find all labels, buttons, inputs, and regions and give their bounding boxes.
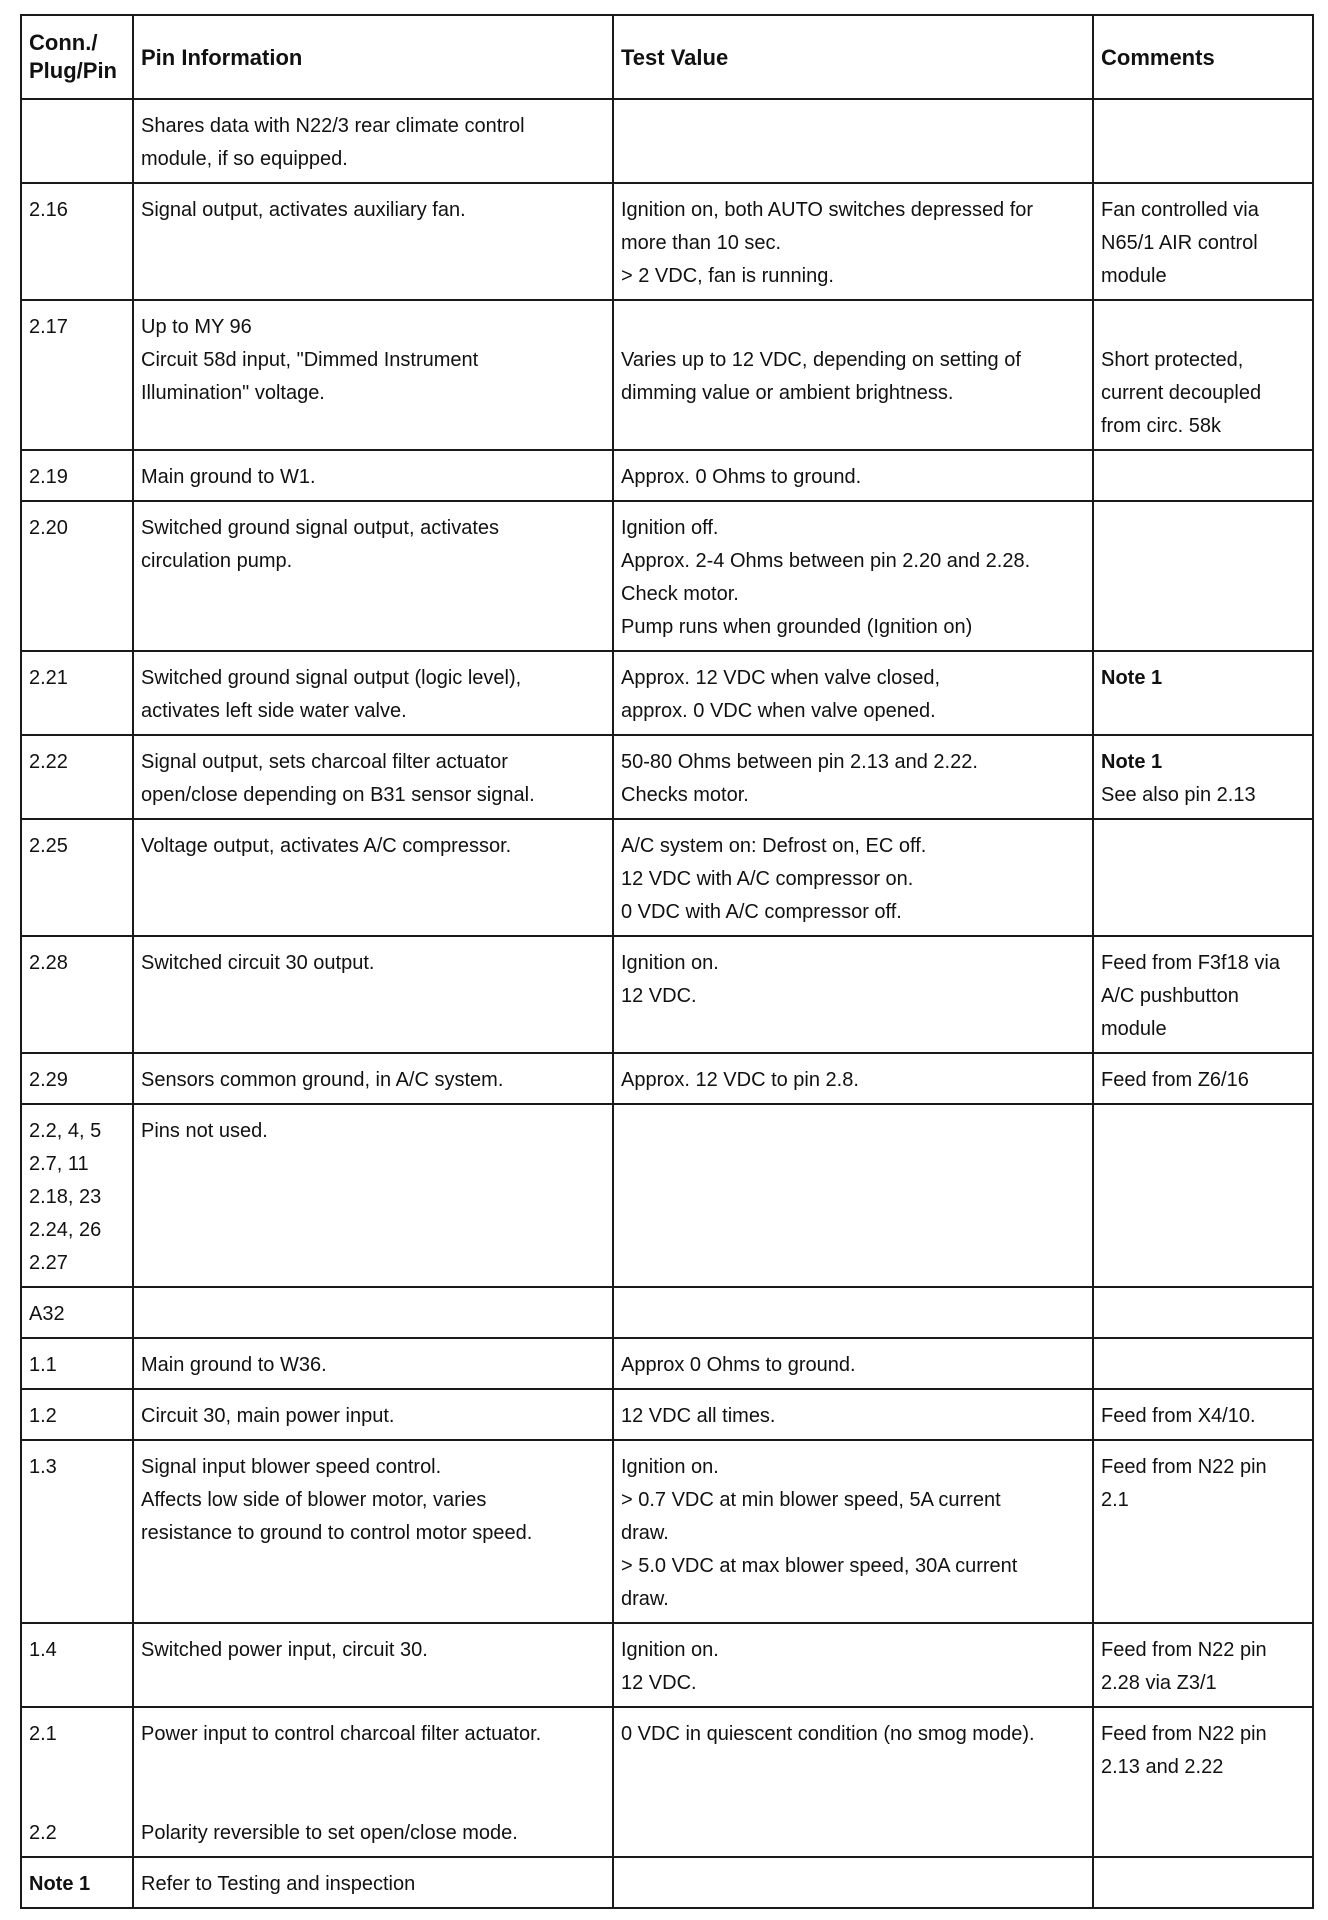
pin-info-cell-line: Circuit 30, main power input.	[141, 1405, 395, 1427]
pin-info-cell	[133, 819, 613, 936]
pin-info-cell-line: Polarity reversible to set open/close mode.	[141, 1822, 518, 1844]
pin-info-cell	[133, 1338, 613, 1389]
test-value-cell-line: Varies up to 12 VDC, depending on setting of	[621, 349, 1021, 371]
comments-cell	[1093, 735, 1313, 819]
pin-info-cell-line: Shares data with N22/3 rear climate control	[141, 115, 525, 137]
pin-info-cell	[133, 1707, 613, 1857]
pin-cell	[21, 1857, 133, 1908]
test-value-cell-line: Ignition on.	[621, 1639, 719, 1661]
pin-info-cell	[133, 1857, 613, 1908]
comments-cell-line: Note 1	[1101, 667, 1163, 689]
comments-cell	[1093, 300, 1313, 450]
comments-cell	[1093, 1338, 1313, 1389]
pin-cell	[21, 1053, 133, 1104]
comments-cell	[1093, 1053, 1313, 1104]
test-value-cell-line: Approx. 0 Ohms to ground.	[621, 466, 862, 488]
comments-cell	[1093, 501, 1313, 651]
test-value-cell-line: 50-80 Ohms between pin 2.13 and 2.22.	[621, 751, 978, 773]
pin-cell	[21, 1389, 133, 1440]
table-row	[21, 1104, 1313, 1287]
comments-cell-line: Feed from Z6/16	[1101, 1069, 1249, 1091]
test-value-cell-line: approx. 0 VDC when valve opened.	[621, 700, 936, 722]
test-value-cell	[613, 1104, 1093, 1287]
table-row	[21, 501, 1313, 651]
table-row	[21, 651, 1313, 735]
pin-cell-line: 2.2	[29, 1822, 57, 1844]
test-value-cell	[613, 1389, 1093, 1440]
pin-cell-line: 2.7, 11	[29, 1153, 89, 1175]
pin-info-cell-line: Signal input blower speed control.	[141, 1456, 442, 1478]
table-row	[21, 183, 1313, 300]
pin-cell-line: 2.22	[29, 751, 68, 773]
pin-info-cell-line: resistance to ground to control motor speed.	[141, 1522, 533, 1544]
pin-cell	[21, 1287, 133, 1338]
pin-cell-line: Note 1	[29, 1873, 91, 1895]
pin-cell	[21, 819, 133, 936]
test-value-cell	[613, 183, 1093, 300]
comments-cell	[1093, 651, 1313, 735]
comments-cell-line: current decoupled	[1101, 382, 1262, 404]
pin-information-table	[20, 14, 1314, 1909]
test-value-cell	[613, 1287, 1093, 1338]
test-value-cell-line: 0 VDC in quiescent condition (no smog mode).	[621, 1723, 1035, 1745]
comments-cell-line: See also pin 2.13	[1101, 784, 1256, 806]
test-value-cell-line: 12 VDC.	[621, 985, 697, 1007]
pin-info-cell	[133, 1053, 613, 1104]
test-value-cell	[613, 1440, 1093, 1623]
test-value-cell	[613, 936, 1093, 1053]
header-conn-plug-pin	[21, 15, 133, 99]
test-value-cell-line: Approx. 12 VDC when valve closed,	[621, 667, 941, 689]
table-row	[21, 300, 1313, 450]
pin-cell-line: 1.1	[29, 1354, 57, 1376]
pin-table-page	[20, 14, 1312, 1909]
table-row	[21, 1053, 1313, 1104]
pin-info-cell	[133, 1104, 613, 1287]
pin-info-cell-line: Switched power input, circuit 30.	[141, 1639, 428, 1661]
header-conn-line-2: Plug/Pin	[29, 58, 117, 83]
table-row	[21, 735, 1313, 819]
pin-info-cell-line: open/close depending on B31 sensor signal.	[141, 784, 535, 806]
table-row	[21, 1707, 1313, 1857]
pin-cell-line: 2.20	[29, 517, 68, 539]
test-value-cell-line: Check motor.	[621, 583, 739, 605]
pin-info-cell-line: Pins not used.	[141, 1120, 268, 1142]
test-value-cell	[613, 1857, 1093, 1908]
comments-cell	[1093, 1389, 1313, 1440]
pin-cell	[21, 450, 133, 501]
pin-info-cell-line: Affects low side of blower motor, varies	[141, 1489, 487, 1511]
pin-cell-line: 2.28	[29, 952, 68, 974]
pin-info-cell-line: Refer to Testing and inspection	[141, 1873, 416, 1895]
comments-cell-line: module	[1101, 1018, 1167, 1040]
comments-cell-line: Note 1	[1101, 751, 1163, 773]
test-value-cell-line: Approx. 2-4 Ohms between pin 2.20 and 2.28.	[621, 550, 1031, 572]
pin-info-cell-line: Switched ground signal output (logic level),	[141, 667, 522, 689]
test-value-cell-line: > 5.0 VDC at max blower speed, 30A current	[621, 1555, 1018, 1577]
test-value-cell-line: draw.	[621, 1588, 669, 1610]
pin-cell-line: 1.4	[29, 1639, 57, 1661]
pin-info-cell	[133, 501, 613, 651]
test-value-cell-line: Ignition on, both AUTO switches depressed for	[621, 199, 1034, 221]
pin-info-cell-line: Switched ground signal output, activates	[141, 517, 499, 539]
header-test-value: Test Value	[613, 15, 1093, 99]
pin-cell	[21, 501, 133, 651]
pin-cell-line: 2.27	[29, 1252, 68, 1274]
pin-info-cell	[133, 300, 613, 450]
test-value-cell-line: > 0.7 VDC at min blower speed, 5A current	[621, 1489, 1001, 1511]
test-value-cell-line: Ignition on.	[621, 952, 719, 974]
test-value-cell	[613, 1338, 1093, 1389]
pin-cell-line: 2.19	[29, 466, 68, 488]
test-value-cell	[613, 1053, 1093, 1104]
table-row	[21, 1287, 1313, 1338]
pin-info-cell	[133, 1623, 613, 1707]
header-pin-information: Pin Information	[133, 15, 613, 99]
comments-cell	[1093, 450, 1313, 501]
table-row	[21, 1857, 1313, 1908]
header-conn-line-1: Conn./	[29, 30, 98, 55]
pin-info-cell-line: Up to MY 96	[141, 316, 252, 338]
test-value-cell-line: 12 VDC with A/C compressor on.	[621, 868, 914, 890]
comments-cell-line: A/C pushbutton	[1101, 985, 1239, 1007]
pin-info-cell	[133, 1287, 613, 1338]
test-value-cell	[613, 819, 1093, 936]
pin-cell-line: 2.2, 4, 5	[29, 1120, 102, 1142]
pin-cell-line: 2.25	[29, 835, 68, 857]
pin-info-cell-line: Voltage output, activates A/C compressor.	[141, 835, 512, 857]
pin-info-cell	[133, 99, 613, 183]
test-value-cell-line: > 2 VDC, fan is running.	[621, 265, 834, 287]
test-value-cell-line: Ignition off.	[621, 517, 719, 539]
cell-spacer	[141, 1751, 605, 1817]
comments-cell	[1093, 1440, 1313, 1623]
pin-info-cell	[133, 936, 613, 1053]
comments-cell-line: from circ. 58k	[1101, 415, 1222, 437]
comments-cell	[1093, 936, 1313, 1053]
table-header-row	[21, 15, 1313, 99]
pin-cell	[21, 183, 133, 300]
comments-cell-line: Short protected,	[1101, 349, 1244, 371]
test-value-cell-line: A/C system on: Defrost on, EC off.	[621, 835, 927, 857]
pin-info-cell-line: module, if so equipped.	[141, 148, 348, 170]
pin-cell-line: 2.16	[29, 199, 68, 221]
comments-cell-line: Fan controlled via	[1101, 199, 1259, 221]
pin-info-cell-line: Circuit 58d input, "Dimmed Instrument	[141, 349, 479, 371]
comments-cell-line: 2.28 via Z3/1	[1101, 1672, 1217, 1694]
pin-info-cell	[133, 183, 613, 300]
test-value-cell-line: 12 VDC all times.	[621, 1405, 776, 1427]
comments-cell	[1093, 819, 1313, 936]
pin-info-cell	[133, 450, 613, 501]
test-value-cell-line: Approx. 12 VDC to pin 2.8.	[621, 1069, 859, 1091]
table-row	[21, 1338, 1313, 1389]
pin-info-cell-line: activates left side water valve.	[141, 700, 407, 722]
pin-cell-line: 2.1	[29, 1723, 57, 1745]
comments-cell-line	[1101, 311, 1305, 344]
pin-info-cell-line: Switched circuit 30 output.	[141, 952, 375, 974]
test-value-cell-line: 12 VDC.	[621, 1672, 697, 1694]
pin-cell	[21, 1623, 133, 1707]
pin-cell	[21, 99, 133, 183]
pin-info-cell-line: Signal output, activates auxiliary fan.	[141, 199, 466, 221]
table-row	[21, 936, 1313, 1053]
table-row	[21, 819, 1313, 936]
pin-cell-line: 2.21	[29, 667, 68, 689]
pin-info-cell-line: Main ground to W36.	[141, 1354, 327, 1376]
table-body	[21, 99, 1313, 1908]
test-value-cell	[613, 300, 1093, 450]
pin-info-cell-line: circulation pump.	[141, 550, 293, 572]
comments-cell-line: module	[1101, 265, 1167, 287]
test-value-cell-line: more than 10 sec.	[621, 232, 782, 254]
pin-cell	[21, 1440, 133, 1623]
comments-cell-line: 2.1	[1101, 1489, 1129, 1511]
pin-cell-line: 2.18, 23	[29, 1186, 102, 1208]
test-value-cell-line: draw.	[621, 1522, 669, 1544]
test-value-cell-line: dimming value or ambient brightness.	[621, 382, 954, 404]
pin-info-cell	[133, 1440, 613, 1623]
pin-cell-line: A32	[29, 1303, 65, 1325]
pin-cell	[21, 936, 133, 1053]
test-value-cell	[613, 651, 1093, 735]
comments-cell	[1093, 183, 1313, 300]
test-value-cell	[613, 501, 1093, 651]
table-row	[21, 1623, 1313, 1707]
pin-cell-line: 2.17	[29, 316, 68, 338]
pin-cell-line: 2.24, 26	[29, 1219, 102, 1241]
comments-cell	[1093, 1707, 1313, 1857]
pin-cell	[21, 1104, 133, 1287]
comments-cell	[1093, 1857, 1313, 1908]
pin-info-cell-line: Sensors common ground, in A/C system.	[141, 1069, 504, 1091]
comments-cell	[1093, 1287, 1313, 1338]
comments-cell-line: N65/1 AIR control	[1101, 232, 1258, 254]
test-value-cell-line: Checks motor.	[621, 784, 749, 806]
cell-spacer	[29, 1751, 125, 1817]
pin-cell-line: 2.29	[29, 1069, 68, 1091]
pin-info-cell-line: Power input to control charcoal filter actuator.	[141, 1723, 542, 1745]
comments-cell	[1093, 1623, 1313, 1707]
comments-cell-line: 2.13 and 2.22	[1101, 1756, 1224, 1778]
pin-info-cell-line: Signal output, sets charcoal filter actuator	[141, 751, 508, 773]
comments-cell-line: Feed from N22 pin	[1101, 1723, 1267, 1745]
table-row	[21, 1440, 1313, 1623]
pin-cell-line: 1.3	[29, 1456, 57, 1478]
pin-info-cell-line: Illumination" voltage.	[141, 382, 325, 404]
pin-cell	[21, 651, 133, 735]
pin-cell-line: 1.2	[29, 1405, 57, 1427]
pin-cell	[21, 300, 133, 450]
test-value-cell	[613, 1707, 1093, 1857]
comments-cell-line: Feed from N22 pin	[1101, 1456, 1267, 1478]
table-row	[21, 1389, 1313, 1440]
pin-info-cell	[133, 1389, 613, 1440]
pin-cell	[21, 735, 133, 819]
header-comments: Comments	[1093, 15, 1313, 99]
comments-cell-line: Feed from N22 pin	[1101, 1639, 1267, 1661]
pin-cell	[21, 1707, 133, 1857]
test-value-cell-line: Approx 0 Ohms to ground.	[621, 1354, 856, 1376]
test-value-cell-line: 0 VDC with A/C compressor off.	[621, 901, 902, 923]
test-value-cell	[613, 450, 1093, 501]
pin-cell	[21, 1338, 133, 1389]
pin-info-cell	[133, 735, 613, 819]
comments-cell-line: Feed from F3f18 via	[1101, 952, 1280, 974]
comments-cell	[1093, 1104, 1313, 1287]
table-row	[21, 450, 1313, 501]
pin-info-cell	[133, 651, 613, 735]
test-value-cell-line: Pump runs when grounded (Ignition on)	[621, 616, 973, 638]
test-value-cell	[613, 1623, 1093, 1707]
test-value-cell	[613, 99, 1093, 183]
pin-info-cell-line: Main ground to W1.	[141, 466, 316, 488]
test-value-cell	[613, 735, 1093, 819]
test-value-cell-line: Ignition on.	[621, 1456, 719, 1478]
test-value-cell-line	[621, 311, 1085, 344]
table-row	[21, 99, 1313, 183]
comments-cell	[1093, 99, 1313, 183]
comments-cell-line: Feed from X4/10.	[1101, 1405, 1256, 1427]
